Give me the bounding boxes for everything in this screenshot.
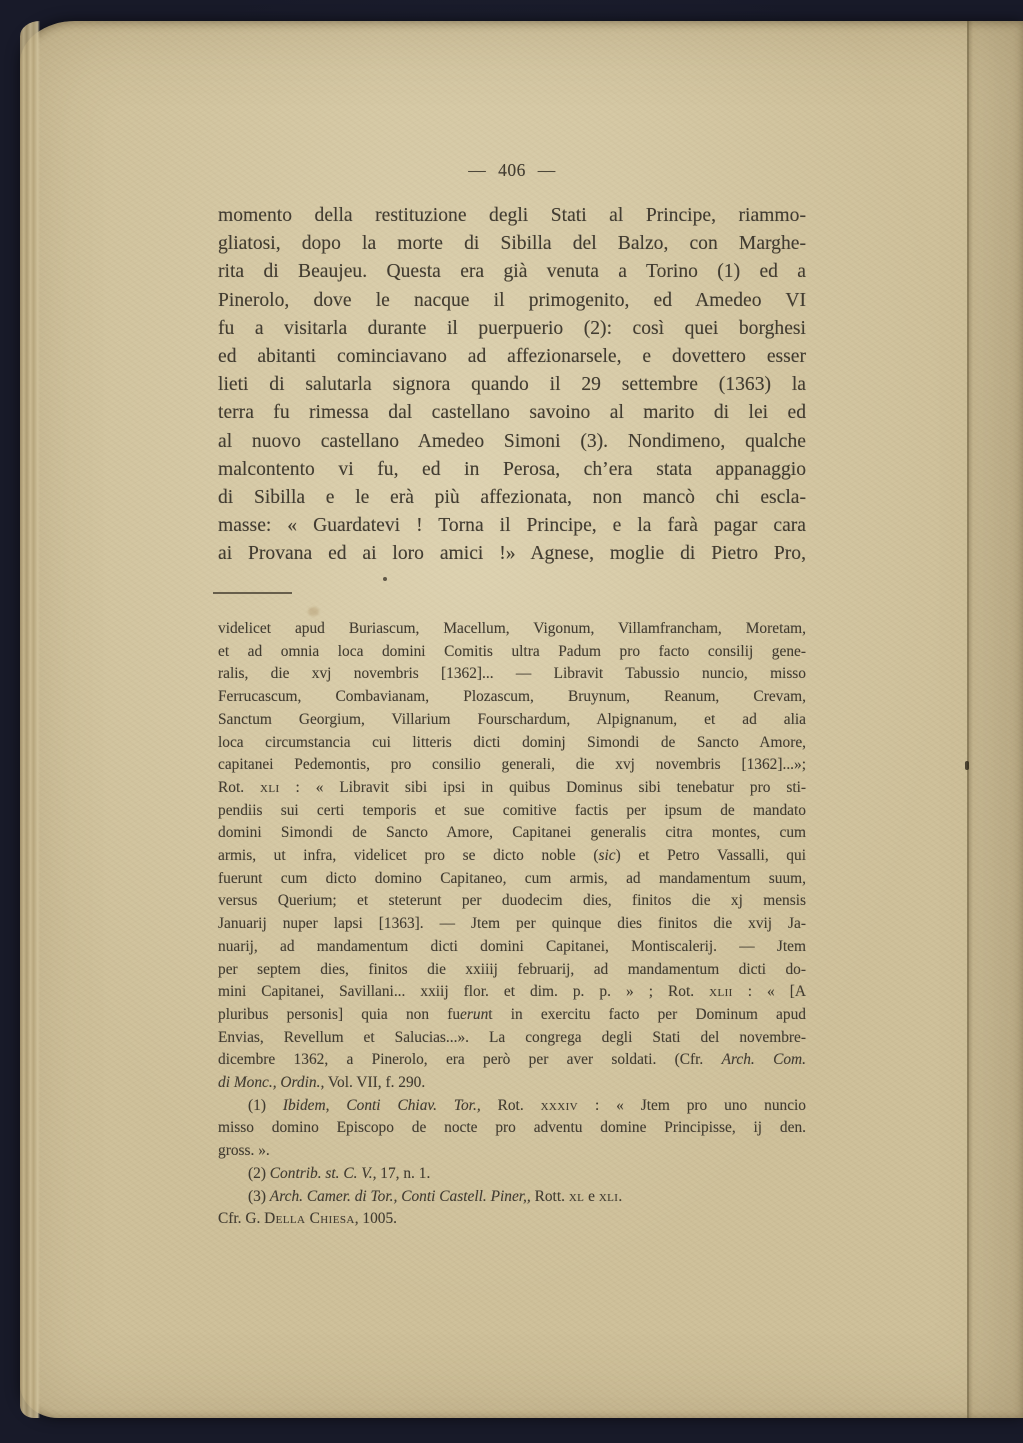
- footnote-rule: [213, 592, 292, 594]
- footnote-text-line: di Monc., Ordin., Vol. VII, f. 290.: [218, 1074, 426, 1092]
- footnote-text-line: dicembre 1362, a Pinerolo, era però per aver soldati. (Cfr. Arch. Com.: [218, 1051, 806, 1069]
- body-text-line: ai Provana ed ai loro amici !» Agnese, moglie di Pietro Pro,: [218, 543, 806, 565]
- book-page: [20, 21, 1023, 1418]
- body-text-line: lieti di salutarla signora quando il 29 settembre (1363) la: [218, 374, 806, 396]
- footnote-text-line: capitanei Pedemontis, pro consilio generali, die xvj novembris [1362]...»;: [218, 756, 806, 774]
- footnote-text-line: domini Simondi de Sancto Amore, Capitanei generalis citra montes, cum: [218, 824, 806, 842]
- body-text-line: malcontento vi fu, ed in Perosa, ch’era stata appanaggio: [218, 458, 806, 480]
- footnote-text-line: videlicet apud Buriascum, Macellum, Vigonum, Villamfrancham, Moretam,: [218, 620, 806, 637]
- page-number: — 406 —: [468, 160, 556, 180]
- body-text-line: ed abitanti cominciavano ad affezionarsele, e dovettero esser: [218, 346, 806, 368]
- footnote-text-line: Envias, Revellum et Salucias...». La congrega degli Stati del novembre-: [218, 1028, 806, 1046]
- facing-page-edge: [967, 21, 1023, 1418]
- footnote-text-line: (3) Arch. Camer. di Tor., Conti Castell. Piner,, Rott. xl e xli.: [248, 1187, 623, 1205]
- footnote-block: [218, 618, 806, 1231]
- footnote-text-line: (1) Ibidem, Conti Chiav. Tor., Rot. xxxiv : « Jtem pro uno nuncio: [248, 1096, 807, 1114]
- footnote-text-line: loca circumstancia cui litteris dicti dominj Simondi de Sancto Amore,: [218, 733, 806, 751]
- footnote-text-line: Rot. xli : « Libravit sibi ipsi in quibus Dominus sibi tenebatur pro sti-: [218, 778, 806, 796]
- body-text-line: fu a visitarla durante il puerpuerio (2): così quei borghesi: [218, 317, 806, 339]
- page-edge-stack: [20, 21, 40, 1418]
- footnote-text-line: Januarij nuper lapsi [1363]. — Jtem per quinque dies finitos die xvij Ja-: [218, 915, 806, 933]
- body-text-line: gliatosi, dopo la morte di Sibilla del Balzo, con Marghe-: [218, 233, 806, 255]
- footnote-text-line: Cfr. G. Della Chiesa, 1005.: [218, 1210, 398, 1228]
- body-text-line: masse: « Guardatevi ! Torna il Principe, e la farà pagar cara: [218, 515, 806, 537]
- body-text-line: momento della restituzione degli Stati al Principe, riammo-: [218, 205, 806, 226]
- footnote-text-line: per septem dies, finitos die xxiiij februarij, ad mandamentum dicti do-: [218, 960, 806, 978]
- footnote-text-line: fuerunt cum dicto domino Capitaneo, cum armis, ad mandamentum suum,: [218, 869, 806, 887]
- footnote-text-line: nuarij, ad mandamentum dicti domini Capitanei, Montiscalerij. — Jtem: [218, 937, 806, 955]
- footnote-text-line: Ferrucascum, Combavianam, Plozascum, Bruynum, Reanum, Crevam,: [218, 688, 806, 706]
- body-text-line: terra fu rimessa dal castellano savoino al marito di lei ed: [218, 402, 806, 424]
- footnote-text-line: versus Querium; et steterunt per duodecim dies, finitos die xj mensis: [218, 892, 806, 910]
- body-text-line: al nuovo castellano Amedeo Simoni (3). Nondimeno, qualche: [218, 430, 806, 452]
- footnote-text-line: ralis, die xvj novembris [1362]... — Libravit Tabussio nuncio, misso: [218, 665, 806, 683]
- footnote-text-line: (2) Contrib. st. C. V., 17, n. 1.: [248, 1164, 431, 1182]
- body-text-line: rita di Beaujeu. Questa era già venuta a Torino (1) ed a: [218, 261, 806, 283]
- footnote-text-line: armis, ut infra, videlicet pro se dicto noble (sic) et Petro Vassalli, qui: [218, 847, 806, 865]
- ink-speck: [965, 761, 969, 770]
- paper-stain: [308, 607, 319, 616]
- body-text-line: di Sibilla e le erà più affezionata, non mancò chi escla-: [218, 487, 806, 509]
- footnote-text-line: gross. ».: [218, 1142, 270, 1160]
- footnote-text-line: pendiis sui certi temporis et sue comitive factis per ipsum de mandato: [218, 801, 806, 819]
- main-text-block: [218, 202, 806, 569]
- footnote-text-line: pluribus personis] quia non fuerunt in exercitu facto per Dominum apud: [218, 1005, 806, 1023]
- footnote-text-line: mini Capitanei, Savillani... xxiij flor. et dim. p. p. » ; Rot. xlii : « [A: [218, 983, 806, 1001]
- body-text-line: Pinerolo, dove le nacque il primogenito, ed Amedeo VI: [218, 289, 806, 311]
- footnote-text-line: misso domino Episcopo de nocte pro adventu domine Principisse, ij den.: [218, 1119, 806, 1137]
- footnote-text-line: Sanctum Georgium, Villarium Fourschardum, Alpignanum, et ad alia: [218, 710, 806, 728]
- ink-speck: [383, 577, 387, 581]
- footnote-text-line: et ad omnia loca domini Comitis ultra Padum pro facto consilij gene-: [218, 642, 806, 660]
